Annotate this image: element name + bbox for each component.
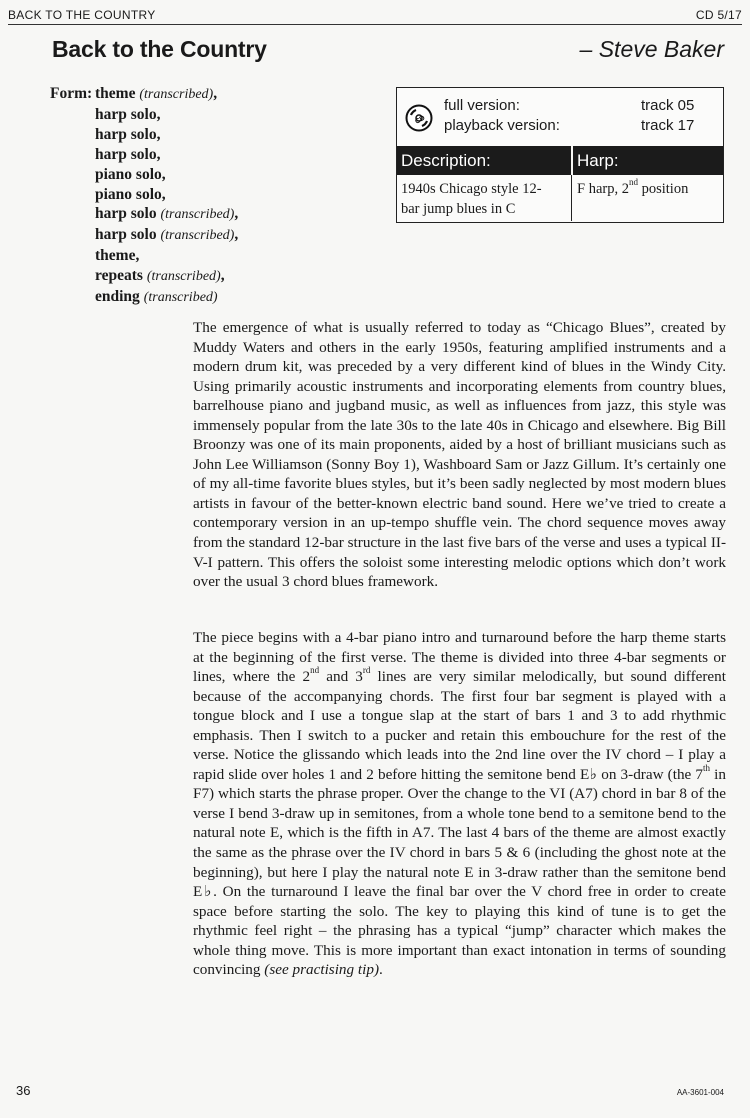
running-head-title: BACK TO THE COUNTRY — [8, 8, 156, 22]
form-item: ending (transcribed) — [95, 288, 218, 306]
form-item: theme, — [95, 247, 140, 265]
cd-tracks — [641, 96, 694, 136]
form-item: harp solo, — [95, 145, 161, 163]
form-label: Form: — [50, 85, 93, 102]
cd-labels — [444, 96, 560, 136]
catalog-code: AA-3601-004 — [676, 1088, 724, 1097]
harp-header: Harp: — [577, 151, 619, 170]
form-item: piano solo, — [95, 165, 166, 183]
description-text: 1940s Chicago style 12- bar jump blues in C — [401, 181, 542, 217]
composer: – Steve Baker — [579, 36, 724, 62]
page-title: Back to the Country — [52, 36, 267, 62]
paragraph-theme-notes: The piece begins with a 4-bar piano intro and turnaround before the harp theme starts at the beginning of the first verse. The theme is divided into three 4-bar segments or lines, where the 2nd and 3rd lines are very similar melodically, but sound different because of the accompanying chords. The first four bar segment is played with a tongue block and I use a tongue slap at the start of bars 1 and 3 to add rhythmic emphasis. Then I switch to a pucker and retain this embouchure for the rest of the verse. Notice the glissando which leads into the 2nd line over the IV chord – I play a rapid slide over holes 1 and 2 before hitting the semitone bend E♭ on 3-draw (the 7th in F7) which starts the phrase proper. Over the change to the VI (A7) chord in bar 8 of the verse I bend 3-draw up in semitones, from a whole tone bend to a semitone bend to the natural note E, which is the fifth in A7. The last 4 bars of the theme are almost exactly the same as the phrase over the IV chord in bars 5 & 6 (including the ghost note at the beginning), but here I play the natural note E in 3-draw rather than the semitone bend E♭. On the turnaround I leave the final bar over the V chord free in order to create space before starting the solo. The key to playing this kind of tune is to get the rhythmic feel right – the phrasing has a typical “jump” character which makes the whole thing move. This is more important than exact intonation in terms of sounding convincing (see practising tip). — [193, 629, 726, 979]
form-list — [50, 84, 238, 308]
full-version-label: full version: — [444, 97, 520, 114]
form-item: harp solo (transcribed), — [95, 205, 239, 223]
form-item: harp solo (transcribed), — [95, 226, 239, 244]
form-item: piano solo, — [95, 185, 166, 203]
practising-tip-ref: (see practising tip) — [264, 961, 380, 979]
track-info-box — [396, 87, 724, 223]
form-item: repeats (transcribed), — [95, 267, 225, 285]
paragraph-intro: The emergence of what is usually referred to today as “Chicago Blues”, created by Muddy Waters and others in the early 1950s, featuring amplified instruments and a modern drum kit, was preceded by a very different kind of blues in the Windy City. Using primarily acoustic instruments and incorporating elements from country blues, barrelhouse piano and jugband music, as well as influences from jazz, this style was immensely popular from the late 30s to the late 40s in Chicago and elsewhere. Big Bill Broonzy was one of its main proponents, aided by a host of brilliant musicians such as John Lee Williamson (Sonny Boy 1), Washboard Sam or Jazz Gillum. It’s certainly one of my all-time favorite blues styles, but it’s been sadly neglected by most modern blues artists in favour of the better-known electric band sound. Here we’ve tried to create a contemporary version in an up-tempo shuffle vein. The chord sequence moves away from the standard 12-bar structure in the last five bars of the verse and uses a typical II-V-I pattern. This offers the soloist some interesting melodic options which don’t work over the usual 3 chord blues framework. — [193, 319, 726, 591]
page-number: 36 — [16, 1083, 31, 1098]
form-item: theme (transcribed), — [95, 85, 218, 102]
running-head — [8, 6, 742, 25]
description-header: Description: — [401, 151, 491, 170]
playback-version-label: playback version: — [444, 117, 560, 134]
info-body-row — [397, 175, 723, 221]
svg-text:CD: CD — [414, 114, 427, 126]
playback-version-track: track 17 — [641, 117, 695, 134]
form-item: harp solo, — [95, 125, 161, 143]
harp-text: F harp, 2nd position — [577, 177, 689, 197]
form-item: harp solo, — [95, 105, 161, 123]
cd-disc-icon — [405, 104, 433, 132]
running-head-cd: CD 5/17 — [695, 8, 742, 22]
info-header-row — [397, 146, 723, 175]
full-version-track: track 05 — [641, 97, 695, 114]
cd-track-row — [397, 88, 723, 146]
